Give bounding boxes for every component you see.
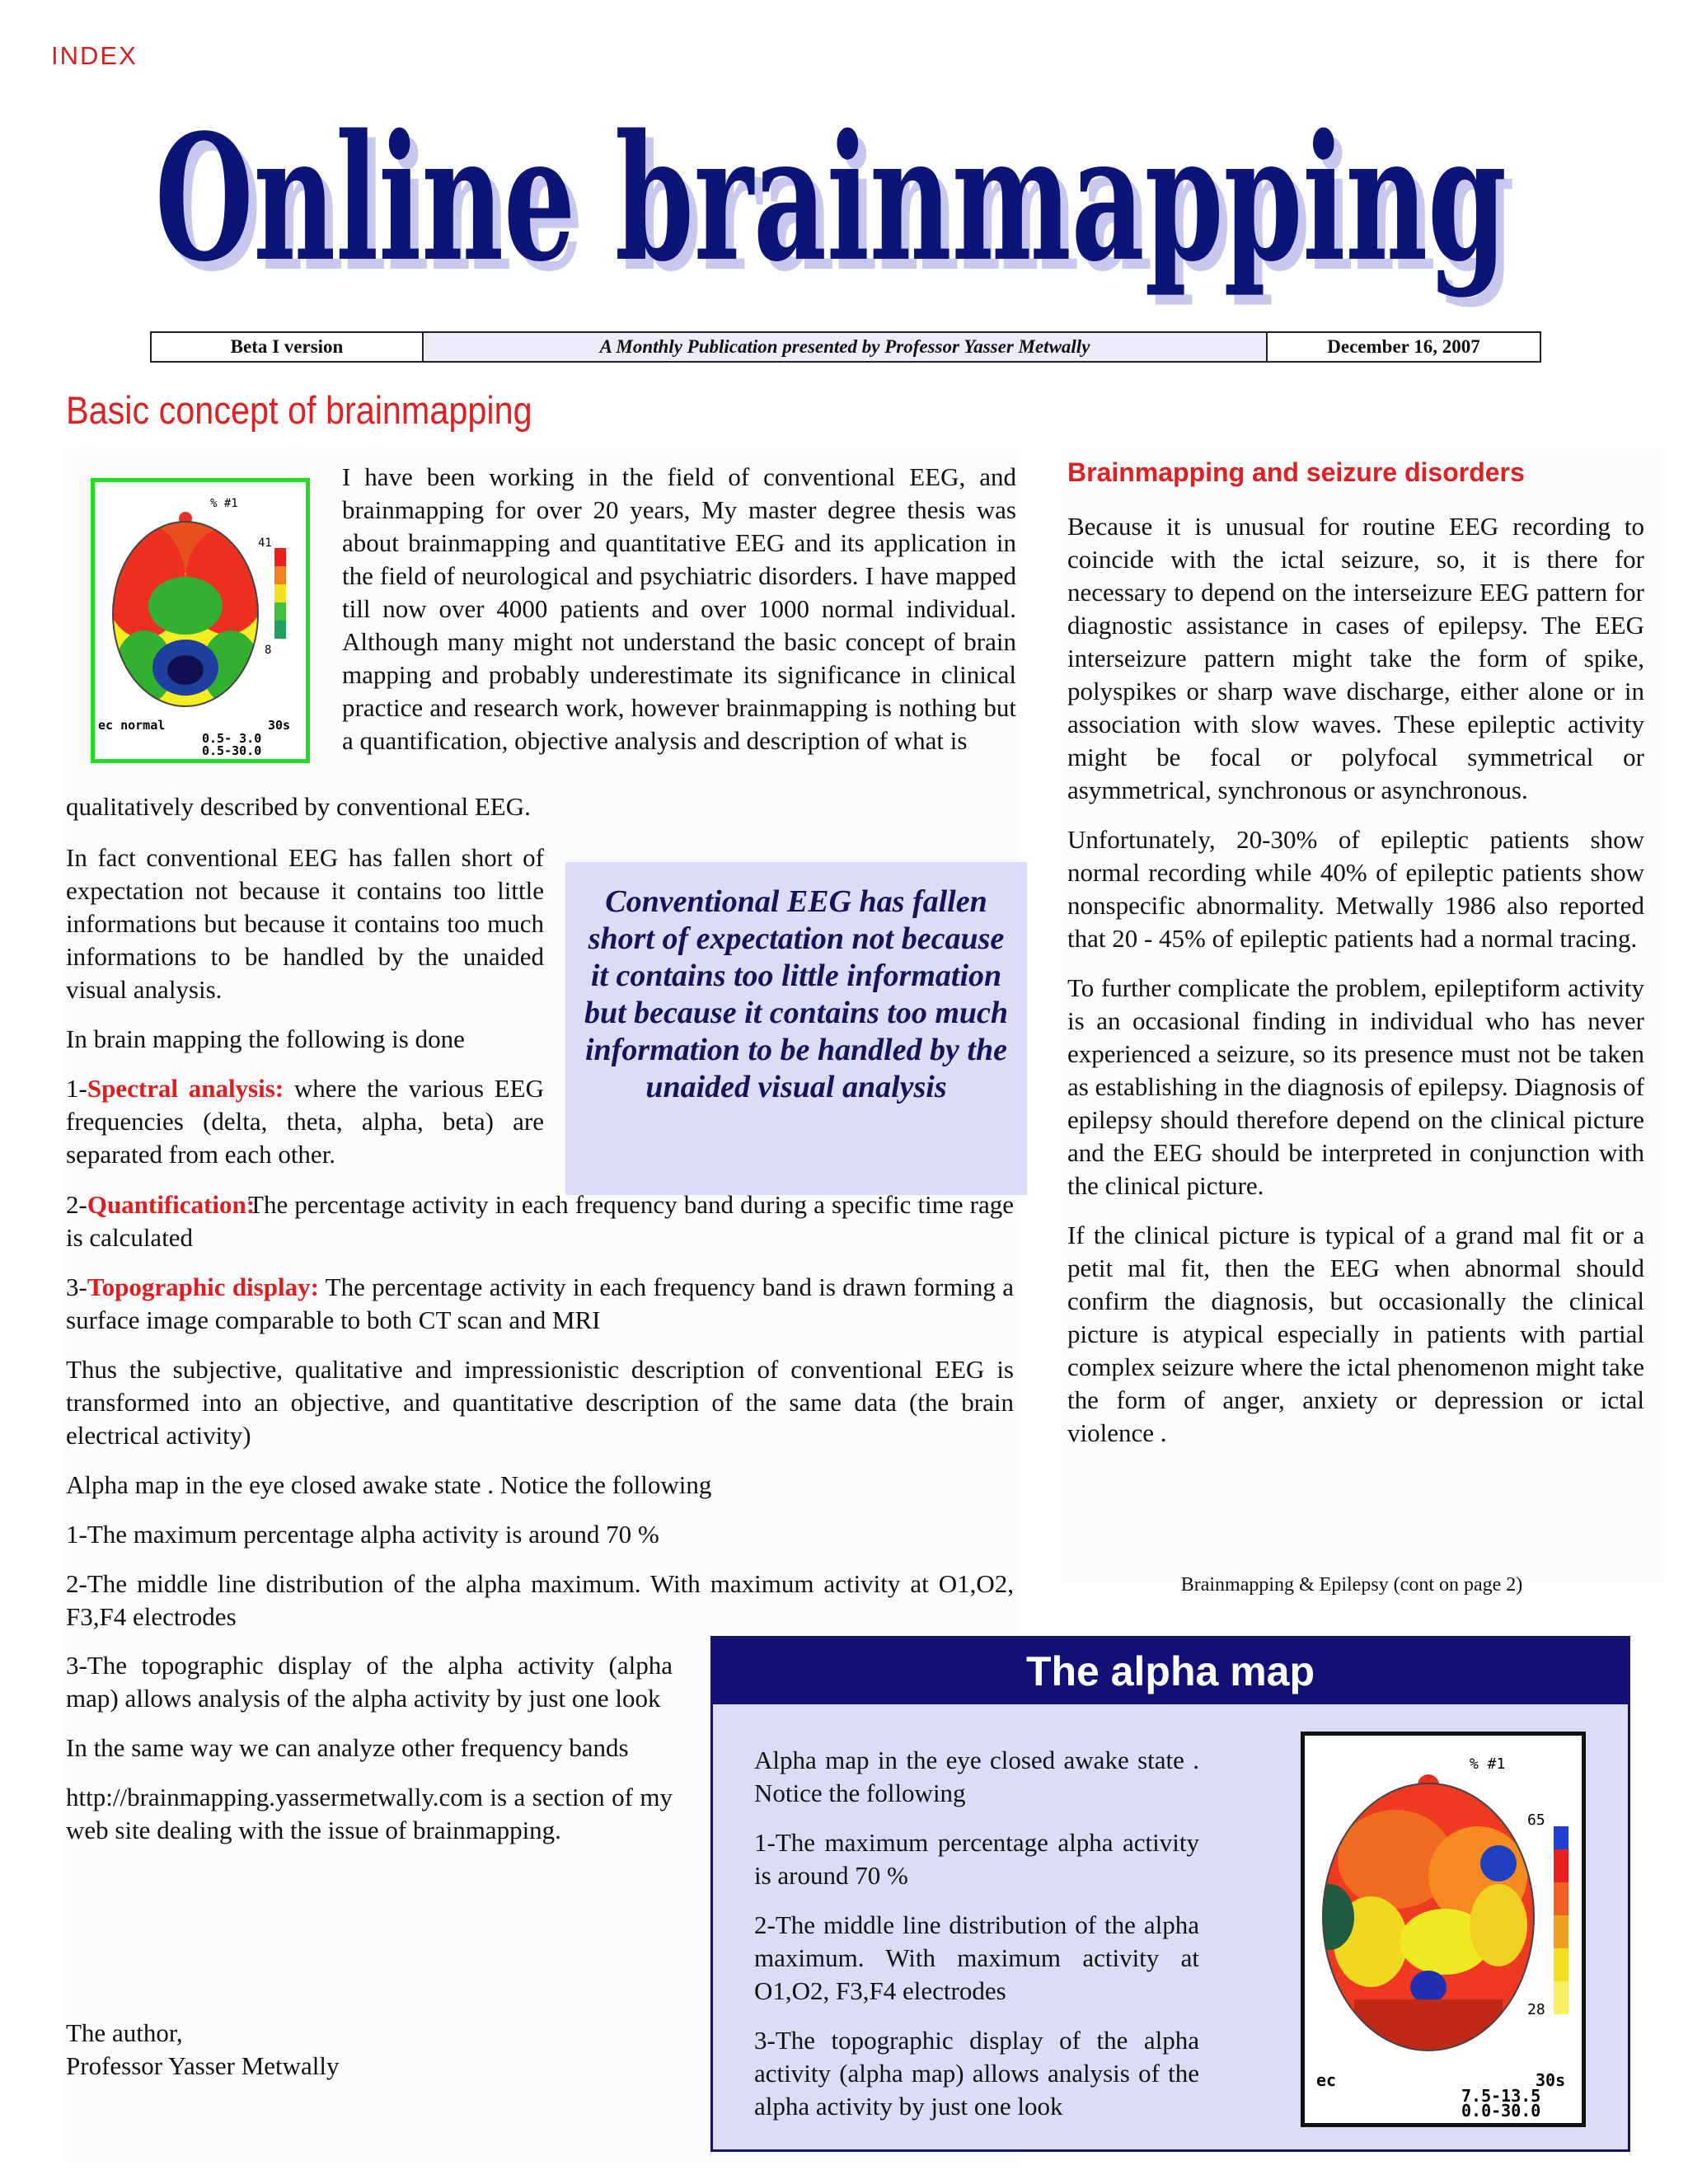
paragraph: In the same way we can analyze other frequency bands	[66, 1733, 629, 1762]
term-quantification: Quantification:	[87, 1190, 256, 1219]
paragraph: Thus the subjective, qualitative and impressionistic description of conventional EEG is transformed into an objective, and quantitative description of the same data (the brain electrical activity)	[66, 1355, 1014, 1450]
version-label: Beta I version	[152, 333, 424, 361]
paragraph: 1-The maximum percentage alpha activity is around 70 %	[754, 1828, 1199, 1890]
alpha-img-bottom-right-1: 30s	[1536, 2070, 1566, 2090]
index-link[interactable]: INDEX	[51, 41, 138, 70]
paragraph: Because it is unusual for routine EEG recording to coincide with the ictal seizure, so, it is there for necessary to depend on the interseizure EEG pattern for diagnostic assistance in cases of epilepsy. The EEG interseizure pattern might take the form of spike, polyspikes or sharp wave discharge, either alone or in association with slow waves. These epileptic activity might be focal or polyfocal symmetrical or asymmetrical, synchronous or asynchronous.	[1067, 512, 1644, 804]
alpha-map-box	[710, 1636, 1630, 2152]
thumb-bottom-right-2: 0.5- 3.0	[202, 731, 262, 746]
alpha-img-bottom-right-3: 0.0-30.0	[1461, 2101, 1541, 2121]
brain-map-thumbnail	[91, 478, 310, 763]
paragraph: 1-The maximum percentage alpha activity is around 70 %	[66, 1520, 659, 1549]
paragraph: If the clinical picture is typical of a grand mal fit or a petit mal fit, then the EEG when abnormal should confirm the diagnosis, but occasionally the clinical picture is atypical especially in patients with partial complex seizure where the ictal phenomenon might take the form of anger, anxiety or depression or ictal violence .	[1067, 1221, 1644, 1447]
website-paragraph: http://brainmapping.yassermetwally.com is a section of my web site dealing with the issue of brainmapping.	[66, 1783, 673, 1844]
paragraph: In fact conventional EEG has fallen short of expectation not because it contains too little informations but because it contains too much informations to be handled by the unaided visual analysis.	[66, 843, 544, 1004]
alpha-img-top-label: % #1	[1470, 1755, 1506, 1773]
list-item-text: The percentage activity in each frequency band during a specific time rage is calculated	[66, 1190, 1014, 1252]
alpha-img-bottom-left: ec	[1316, 2070, 1337, 2090]
masthead-title	[132, 82, 1550, 330]
issue-date: December 16, 2007	[1268, 333, 1540, 361]
pull-quote	[565, 862, 1027, 1195]
paragraph: 2-The middle line distribution of the alpha maximum. With maximum activity at O1,O2, F3,F4 electrodes	[66, 1569, 1014, 1631]
alpha-img-bottom-right-2: 7.5-13.5	[1461, 2086, 1541, 2106]
list-item: 3-Topographic display: The percentage activity in each frequency band is drawn forming a surface image comparable to both CT scan and MRI	[66, 1272, 1014, 1334]
alpha-img-scale-max: 65	[1527, 1811, 1545, 1829]
publication-label: A Monthly Publication presented by Professor Yasser Metwally	[424, 333, 1268, 361]
paragraph: Alpha map in the eye closed awake state . Notice the following	[754, 1746, 1199, 1807]
alpha-img-scale-min: 28	[1527, 2001, 1545, 2018]
thumb-scale-min: 8	[265, 644, 272, 657]
list-item: 1-Spectral analysis: where the various EEG frequencies (delta, theta, alpha, beta) are separated from each other.	[66, 1074, 544, 1169]
intro-continuation: qualitatively described by conventional EEG.	[66, 792, 531, 821]
author-name: Professor Yasser Metwally	[66, 2051, 340, 2080]
term-topographic-display: Topographic display:	[87, 1272, 319, 1301]
thumb-scale-max: 41	[258, 537, 272, 550]
paragraph: Unfortunately, 20-30% of epileptic patients show normal recording while 40% of epileptic patients show nonspecific abnormality. Metwally 1986 also reported that 20 - 45% of epileptic patients had a normal tracing.	[1067, 825, 1644, 953]
thumb-bottom-left: ec normal	[98, 718, 166, 733]
alpha-brain-map-image	[1301, 1732, 1586, 2127]
right-column	[1067, 510, 1644, 1466]
thumb-bottom-right-3: 0.5-30.0	[202, 743, 262, 758]
left-column-upper	[66, 841, 544, 1188]
masthead-shadow: Online brainmapping	[163, 106, 1515, 310]
paragraph: Alpha map in the eye closed awake state . Notice the following	[66, 1470, 712, 1499]
thumb-bottom-right-1: 30s	[268, 718, 291, 733]
paragraph: 2-The middle line distribution of the alpha maximum. With maximum activity at O1,O2, F3,F4 electrodes	[754, 1910, 1199, 2005]
term-spectral-analysis: Spectral analysis:	[87, 1074, 284, 1103]
intro-paragraph: I have been working in the field of conventional EEG, and brainmapping for over 20 years, My master degree thesis was about brainmapping and quantitative EEG and its application in the field of neurological and psychiatric disorders. I have mapped till now over 4000 patients and over 1000 normal individual. Although many might not understand the basic concept of brain mapping and probably underestimate its significance in clinical practice and research work, however brainmapping is nothing but a quantification, objective analysis and description of what is	[342, 462, 1016, 755]
left-column-middle	[66, 1271, 1014, 1650]
left-column-lower	[66, 1649, 673, 1863]
author-signature	[66, 2017, 673, 2083]
alpha-map-text	[754, 1744, 1199, 2139]
masthead-text: Online brainmapping	[155, 96, 1507, 300]
list-item: 2-Quantification:	[66, 1190, 256, 1219]
continued-note: Brainmapping & Epilepsy (cont on page 2)	[1180, 1574, 1523, 1596]
pull-quote-text: Conventional EEG has fallen short of expectation not because it contains too little information but because it contains too much information to be handled by the unaided visual analysis	[584, 884, 1009, 1104]
author-line: The author,	[66, 2018, 183, 2047]
thumb-top-label: % #1	[210, 497, 238, 510]
paragraph: To further complicate the problem, epileptiform activity is an occasional finding in individual who has never experienced a seizure, so its presence must not be taken as establishing in the diagnosis of epilepsy. Diagnosis of epilepsy should therefore depend on the clinical picture and the EEG should be interpreted in conjunction with the clinical picture.	[1067, 973, 1644, 1200]
publication-info-bar	[150, 331, 1541, 363]
right-section-title: Brainmapping and seizure disorders	[1067, 457, 1525, 487]
section-title: Basic concept of brainmapping	[66, 388, 532, 432]
paragraph: 3-The topographic display of the alpha activity (alpha map) allows analysis of the alpha activity by just one look	[754, 2026, 1199, 2121]
alpha-map-title: The alpha map	[713, 1638, 1628, 1704]
paragraph: 3-The topographic display of the alpha activity (alpha map) allows analysis of the alpha activity by just one look	[66, 1651, 673, 1713]
paragraph: In brain mapping the following is done	[66, 1024, 465, 1053]
